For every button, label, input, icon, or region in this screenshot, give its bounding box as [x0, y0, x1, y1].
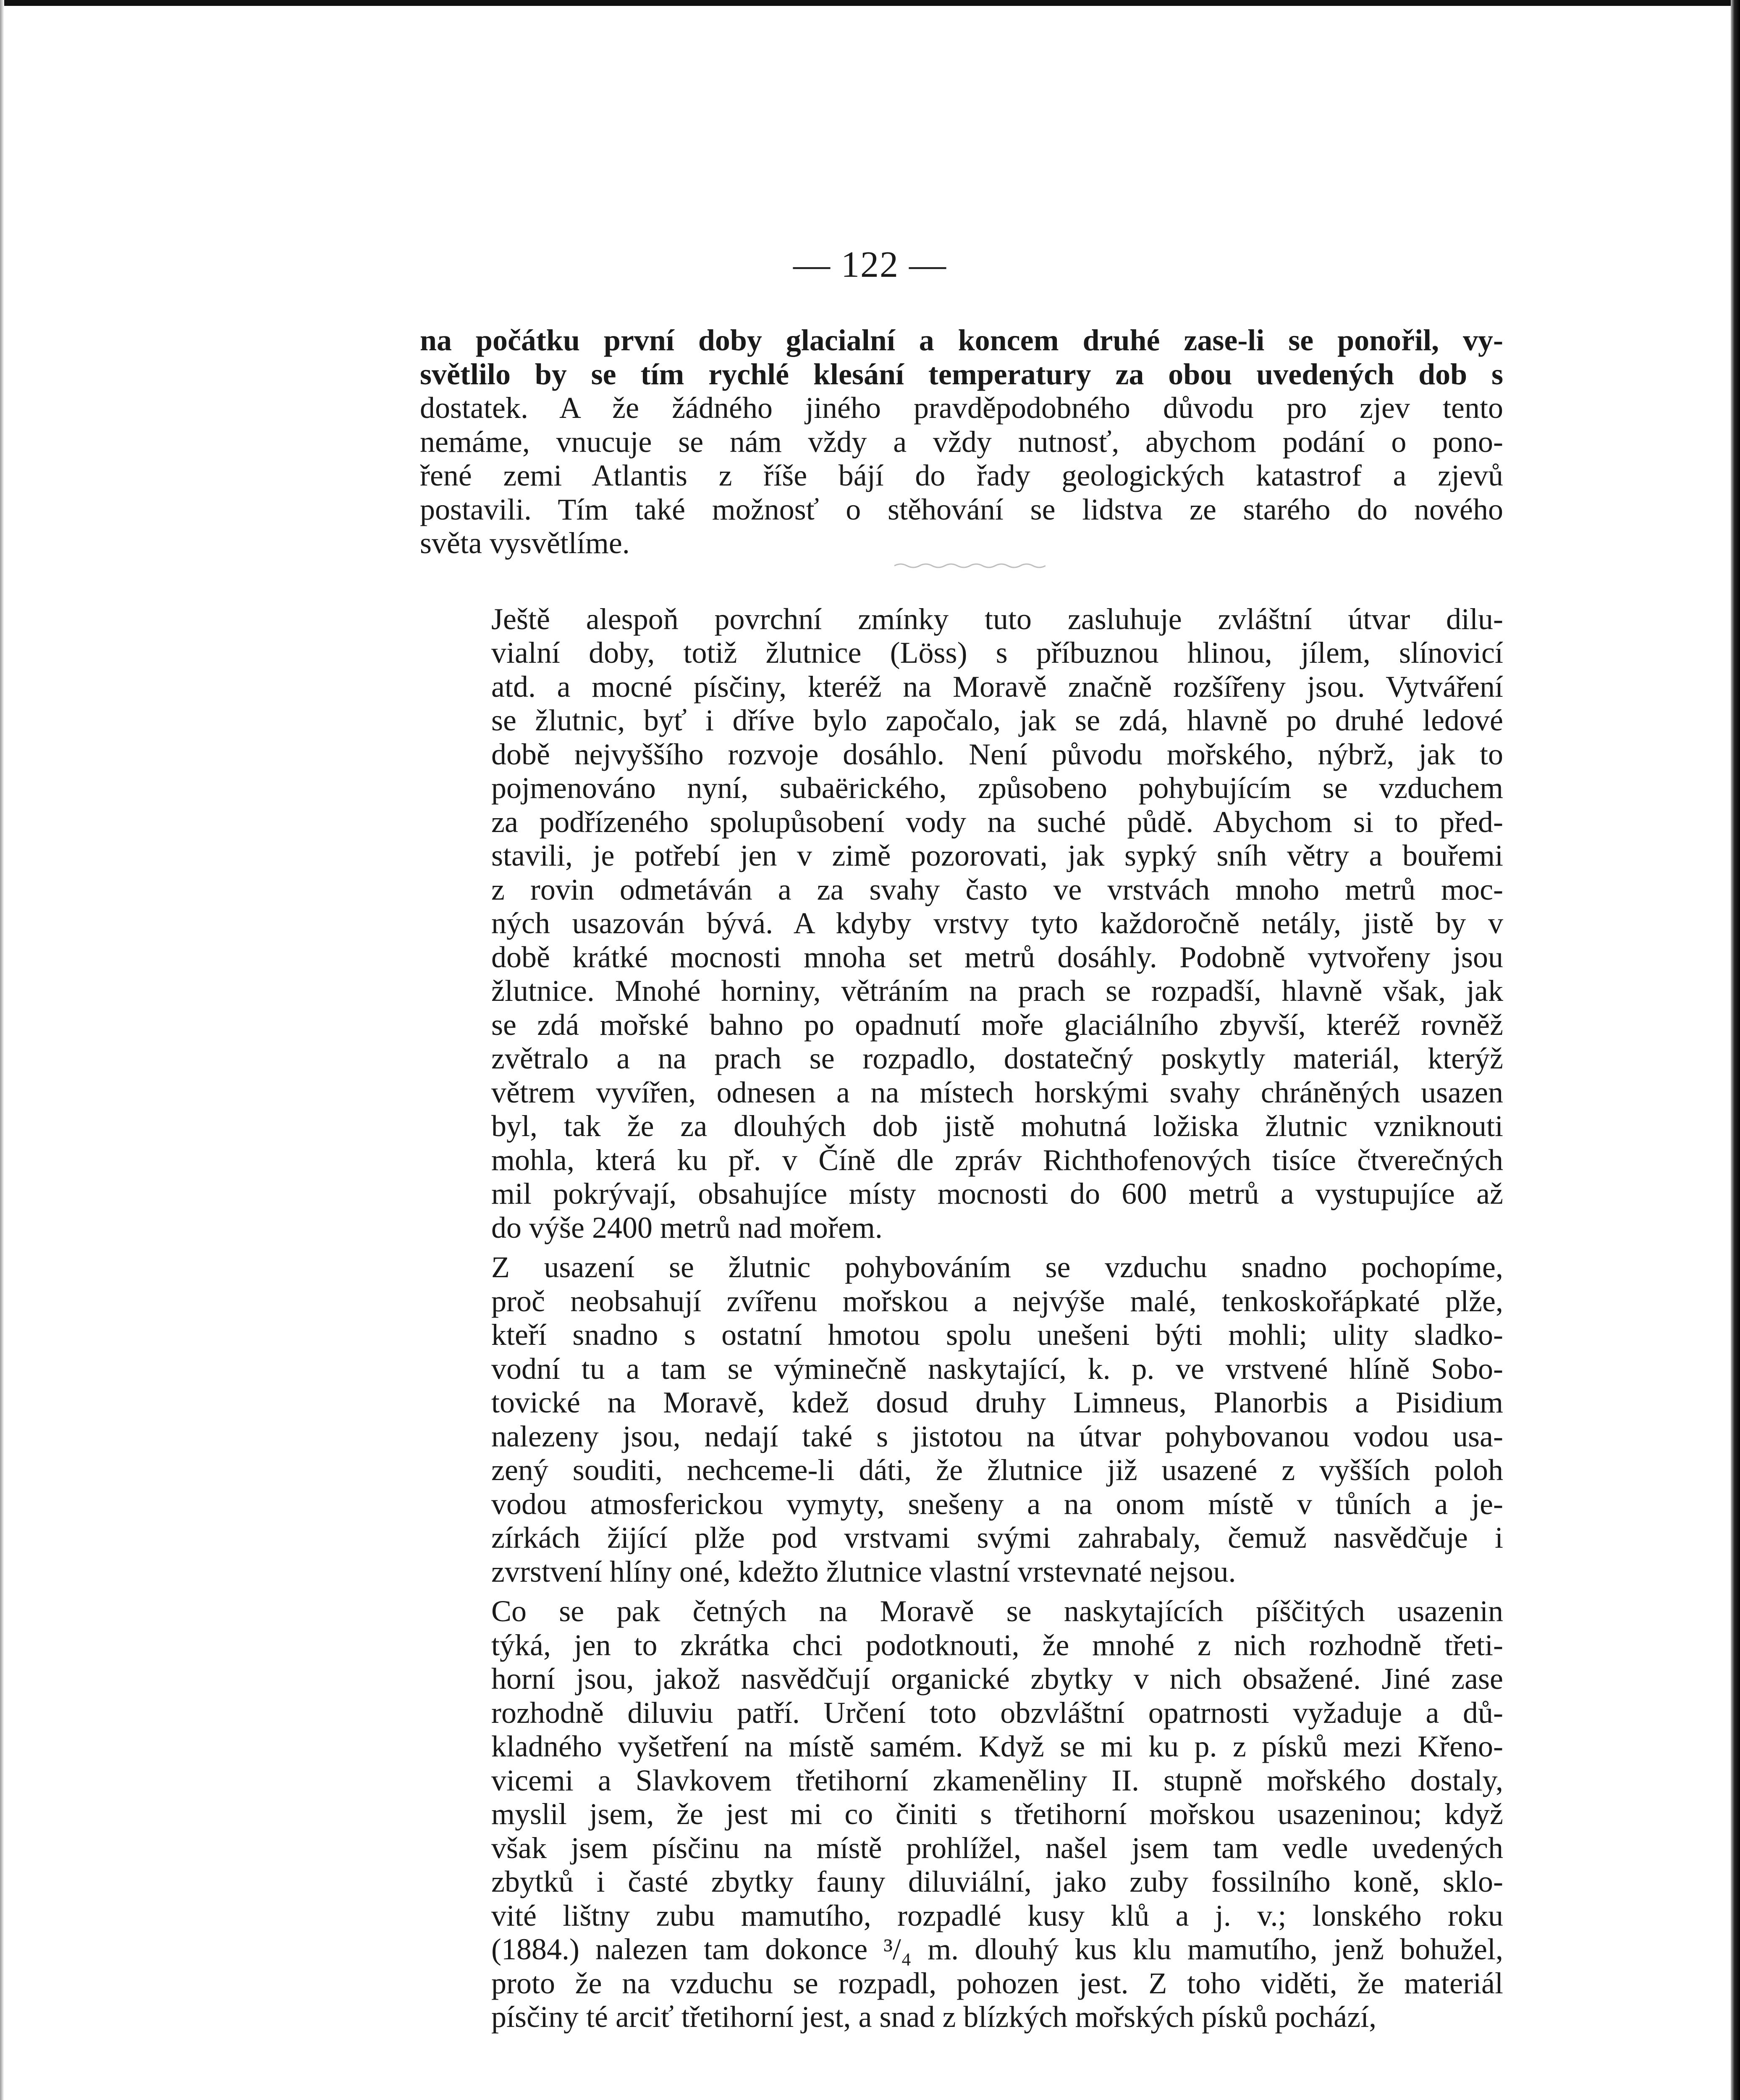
text-line: vité lištny zubu mamutího, rozpadlé kusy klů a j. v.; lonského roku: [491, 1898, 1503, 1932]
scan-border-top: [0, 0, 1740, 6]
text-line: vicemi a Slavkovem třetihorní zkameněliny II. stupně mořského dostaly,: [491, 1763, 1503, 1797]
text-line: (1884.) nalezen tam dokonce ³/₄ m. dlouhý kus klu mamutího, jenž bohužel,: [491, 1932, 1503, 1966]
text-line: nalezeny jsou, nedají také s jistotou na útvar pohybovanou vodou usa-: [491, 1419, 1503, 1453]
scan-border-left: [0, 0, 4, 2100]
text-line: ných usazován bývá. A kdyby vrstvy tyto každoročně netály, jistě by v: [491, 906, 1503, 940]
text-line: vialní doby, totiž žlutnice (Löss) s příbuznou hlinou, jílem, slínovicí: [491, 636, 1503, 669]
text-line: se žlutnic, byť i dříve bylo započalo, jak se zdá, hlavně po druhé ledové: [491, 704, 1503, 737]
text-line: atd. a mocné písčiny, kteréž na Moravě značně rozšířeny jsou. Vytváření: [491, 669, 1503, 704]
text-line: zvrstvení hlíny oné, kdežto žlutnice vlastní vrstevnaté nejsou.: [491, 1554, 1236, 1588]
text-line: se zdá mořské bahno po opadnutí moře glaciálního zbyvší, kteréž rovněž: [491, 1008, 1503, 1042]
text-line: době nejvyššího rozvoje dosáhlo. Není původu mořského, nýbrž, jak to: [491, 737, 1503, 771]
text-line: myslil jsem, že jest mi co činiti s třetihorní mořskou usazeninou; když: [491, 1797, 1503, 1831]
text-line: zvětralo a na prach se rozpadlo, dostatečný poskytly materiál, kterýž: [491, 1042, 1503, 1075]
text-line: tovické na Moravě, kdež dosud druhy Limneus, Planorbis a Pisidium: [491, 1386, 1503, 1419]
text-line: mil pokrývají, obsahujíce místy mocnosti do 600 metrů a vystupujíce až: [491, 1177, 1503, 1210]
text-line: mohla, která ku př. v Číně dle zpráv Richthofenových tisíce čtverečných: [491, 1143, 1503, 1177]
text-line: za podřízeného spolupůsobení vody na suché půdě. Abychom si to před-: [491, 805, 1503, 839]
text-line: horní jsou, jakož nasvědčují organické zbytky v nich obsažené. Jiné zase: [491, 1662, 1503, 1696]
text-line: Z usazení se žlutnic pohybováním se vzduchu snadno pochopíme,: [491, 1250, 1503, 1284]
text-line: postavili. Tím také možnosť o stěhování se lidstva ze starého do nového: [420, 492, 1503, 526]
text-line: zírkách žijící plže pod vrstvami svými zahrabaly, čemuž nasvědčuje i: [491, 1521, 1503, 1554]
page-number: — 122 —: [793, 244, 947, 285]
text-line: nemáme, vnucuje se nám vždy a vždy nutnosť, abychom podání o pono-: [420, 425, 1503, 459]
text-line: vodní tu a tam se výminečně naskytající, k. p. ve vrstvené hlíně Sobo-: [491, 1352, 1503, 1386]
text-line: byl, tak že za dlouhých dob jistě mohutná ložiska žlutnic vzniknouti: [491, 1109, 1503, 1143]
text-line: proto že na vzduchu se rozpadl, pohozen jest. Z toho viděti, že materiál: [491, 1966, 1503, 2000]
text-line: dostatek. A že žádného jiného pravděpodobného důvodu pro zjev tento: [420, 391, 1503, 425]
text-line: do výše 2400 metrů nad mořem.: [491, 1210, 883, 1244]
text-line: z rovin odmetáván a za svahy často ve vrstvách mnoho metrů moc-: [491, 872, 1503, 906]
paragraph: [420, 1250, 1503, 1588]
text-line: zený souditi, nechceme-li dáti, že žlutnice již usazené z vyšších poloh: [491, 1453, 1503, 1487]
text-line: kteří snadno s ostatní hmotou spolu unešeni býti mohli; ulity sladko-: [491, 1318, 1503, 1352]
text-line: vodou atmosferickou vymyty, snešeny a na onom místě v tůních a je-: [491, 1487, 1503, 1521]
scan-border-right: [1731, 0, 1740, 2100]
text-line: světa vysvětlíme.: [420, 526, 630, 560]
paragraph: [420, 1594, 1503, 2034]
text-line: proč neobsahují zvířenu mořskou a nejvýše malé, tenkoskořápkaté plže,: [491, 1284, 1503, 1318]
text-line: době krátké mocnosti mnoha set metrů dosáhly. Podobně vytvořeny jsou: [491, 940, 1503, 974]
text-line: na počátku první doby glacialní a koncem druhé zase-li se ponořil, vy-: [420, 323, 1503, 357]
body-text: [420, 323, 1503, 2034]
text-line: stavili, je potřebí jen v zimě pozorovati, jak sypký sníh větry a bouřemi: [491, 839, 1503, 872]
text-line: však jsem písčinu na místě prohlížel, našel jsem tam vedle uvedených: [491, 1831, 1503, 1865]
text-line: písčiny té arciť třetihorní jest, a snad z blízkých mořských písků pochází,: [491, 2000, 1377, 2034]
text-line: rozhodně diluviu patří. Určení toto obzvláštní opatrnosti vyžaduje a dů-: [491, 1696, 1503, 1730]
text-line: řené zemi Atlantis z říše bájí do řady geologických katastrof a zjevů: [420, 459, 1503, 492]
text-line: týká, jen to zkrátka chci podotknouti, že mnohé z nich rozhodně třeti-: [491, 1628, 1503, 1662]
paragraph: [420, 602, 1503, 1245]
text-line: větrem vyvířen, odnesen a na místech horskými svahy chráněných usazen: [491, 1075, 1503, 1109]
text-line: kladného vyšetření na místě samém. Když se mi ku p. z písků mezi Křeno-: [491, 1730, 1503, 1763]
text-line: Ještě alespoň povrchní zmínky tuto zasluhuje zvláštní útvar dilu-: [491, 602, 1503, 636]
text-line: zbytků i časté zbytky fauny diluviální, jako zuby fossilního koně, sklo-: [491, 1865, 1503, 1898]
text-line: světlilo by se tím rychlé klesání temperatury za obou uvedených dob s: [420, 357, 1503, 391]
paragraph: [420, 323, 1503, 560]
text-line: žlutnice. Mnohé horniny, větráním na prach se rozpadší, hlavně však, jak: [491, 974, 1503, 1008]
text-line: pojmenováno nyní, subaërického, způsobeno pohybujícím se vzduchem: [491, 771, 1503, 805]
text-line: Co se pak četných na Moravě se naskytajících píščitých usazenin: [491, 1594, 1503, 1628]
